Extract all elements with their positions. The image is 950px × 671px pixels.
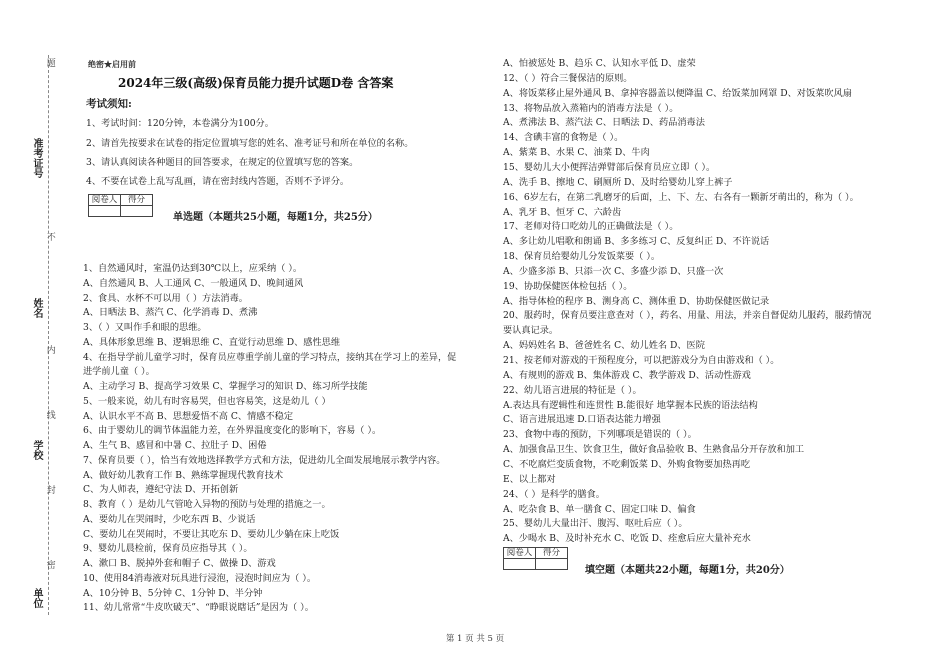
section-heading-fill-in: 填空题（本题共22小题，每题1分，共20分） <box>585 565 790 576</box>
seal-char: 封 <box>44 485 55 495</box>
score-box-score-cell[interactable] <box>121 206 153 217</box>
answer-options: A、多让幼儿唱歌和朗诵 B、多多练习 C、反复纠正 D、不许说话 <box>503 236 770 248</box>
answer-options: A、少喝水 B、及时补充水 C、吃饭 D、痊愈后应大量补充水 <box>503 533 751 545</box>
answer-options: A、自然通风 B、人工通风 C、一般通风 D、晚间通风 <box>83 277 304 289</box>
answer-options: A、有规则的游戏 B、集体游戏 C、教学游戏 D、活动性游戏 <box>503 369 751 381</box>
score-box-grader-cell[interactable] <box>504 559 536 570</box>
seal-line <box>48 55 49 615</box>
answer-options: C、语言进展迅速 D.口语表达能力增强 <box>503 414 661 426</box>
question-text: 7、保育员要（ ），恰当有效地选择教学方式和方法，促进幼儿全面发展地展示教学内容。 <box>83 454 446 466</box>
page-title: 2024年三级(高级)保育员能力提升试题D卷 含答案 <box>118 76 394 90</box>
answer-options: A、洗手 B、擦地 C、刷厕所 D、及时给婴幼儿穿上裤子 <box>503 176 733 188</box>
question-text: 4、在指导学前儿童学习时，保育员应尊重学前儿童的学习特点，接纳其在学习上的差异，促 <box>83 351 457 363</box>
score-box-grader-cell[interactable] <box>89 206 121 217</box>
question-text: 25、婴幼儿大量出汗、腹泻、呕吐后应（ ）。 <box>503 518 688 530</box>
question-text: 5、一般来说，幼儿有时容易哭，但也容易笑，这是幼儿（ ） <box>83 395 331 407</box>
answer-options: A、怕被惩处 B、趋乐 C、认知水平低 D、虚荣 <box>503 58 696 69</box>
score-box-score: 得分 <box>121 195 153 206</box>
score-box-2 <box>503 547 568 570</box>
answer-options: C、要幼儿在哭闹时，不要让其吃东 D、要幼儿少躺在床上吃饭 <box>83 528 340 540</box>
question-text: 15、婴幼儿大小便挥洁弹臂部后保育员应立即（ ）。 <box>503 161 716 173</box>
score-box-grader: 阅卷人 <box>504 548 536 559</box>
answer-options: A、要幼儿在哭闹时，少吃东西 B、少说话 <box>83 513 256 525</box>
seal-char: 不 <box>44 232 55 242</box>
answer-options: A、漱口 B、脱掉外套和帽子 C、做操 D、游戏 <box>83 558 276 569</box>
answer-options: A.表达具有逻辑性和连贯性 B.能很好 地掌握本民族的语法结构 <box>503 399 758 411</box>
label-school: 学校 <box>31 440 42 460</box>
question-text: 22、幼儿语言进展的特征是（ ）。 <box>503 384 642 396</box>
answer-options: E、以上都对 <box>503 473 556 485</box>
question-text: 13、将物品放入蒸箱内的消毒方法是（ ）。 <box>503 102 679 114</box>
question-text: 20、服药时，保育员要注意查对（ ），药名、用量、用法，并亲自督促幼儿服药，服药情况 <box>503 310 872 322</box>
answer-options: A、加强食品卫生、饮食卫生，做好食品验收 B、生熟食品分开存放和加工 <box>503 444 805 456</box>
question-text: 17、老师对待口吃幼儿的正确做法是（ ）。 <box>503 221 679 233</box>
question-text: 19、协助保健医体检包括（ ）。 <box>503 280 633 292</box>
question-text: 23、食物中毒的预防，下列哪项是错误的（ ）。 <box>503 429 697 441</box>
answer-options: A、指导体检的程序 B、测身高 C、测体重 D、协助保健医做记录 <box>503 295 770 307</box>
score-box <box>88 194 153 217</box>
question-text: 18、保育员给婴幼儿分发饭菜要（ ）。 <box>503 251 661 263</box>
question-text: 8、教育（ ）是幼儿气管呛入异物的预防与处理的措施之一。 <box>83 499 331 510</box>
question-text: 进学前儿童（ ）。 <box>83 366 155 378</box>
seal-char: 密 <box>44 560 55 570</box>
answer-options: A、少盛多添 B、只添一次 C、多盛少添 D、只盛一次 <box>503 265 724 277</box>
question-text: 16、6岁左右，在第二乳磨牙的后面，上、下、左、右各有一颗新牙萌出的，称为（ ）。 <box>503 191 859 203</box>
page-footer: 第 1 页 共 5 页 <box>445 634 505 644</box>
answer-options: A、紫菜 B、水果 C、油菜 D、牛肉 <box>503 147 650 159</box>
answer-options: A、日晒法 B、蒸汽 C、化学消毒 D、煮沸 <box>83 307 258 319</box>
question-text: 要认真记录。 <box>503 325 559 337</box>
question-text: 2、食具、水杯不可以用（ ）方法消毒。 <box>83 292 248 304</box>
seal-char: 线 <box>44 410 55 420</box>
answer-options: A、认识水平不高 B、思想爱悟不高 C、情感不稳定 <box>83 410 294 422</box>
notice-item: 3、请认真阅读各种题目的回答要求，在规定的位置填写您的答案。 <box>86 157 359 168</box>
seal-char: 内 <box>44 345 55 355</box>
label-name: 姓名 <box>31 298 42 318</box>
question-text: 1、自然通风时，室温仍达到30℃以上，应采纳（ ）。 <box>83 263 303 274</box>
answer-options: A、吃杂食 B、单一膳食 C、固定口味 D、偏食 <box>503 503 696 515</box>
question-text: 9、婴幼儿晨检前，保育员应指导其（ ）。 <box>83 543 253 555</box>
answer-options: C、为人师表，遵纪守法 D、开拓创新 <box>83 484 239 496</box>
seal-char: 题 <box>44 58 55 68</box>
question-text: 24、（ ）是科学的膳食。 <box>503 488 605 500</box>
notice-item: 4、不要在试卷上乱写乱画，请在密封线内答题，否则不予评分。 <box>86 176 350 187</box>
question-text: 6、由于婴幼儿的调节体温能力差，在外界温度变化的影响下，容易（ ）。 <box>83 425 382 437</box>
answer-options: A、煮沸法 B、蒸汽法 C、日晒法 D、药品消毒法 <box>503 117 705 129</box>
secret-mark: 绝密★启用前 <box>88 59 136 69</box>
score-box-score-cell[interactable] <box>536 559 568 570</box>
section-heading-single-choice: 单选题（本题共25小题，每题1分，共25分） <box>173 212 378 223</box>
binding-margin <box>0 0 60 671</box>
answer-options: C、不吃腐烂变质食物，不吃剩饭菜 D、外购食物要加热再吃 <box>503 458 751 470</box>
answer-options: A、主动学习 B、提高学习效果 C、掌握学习的知识 D、练习所学技能 <box>83 381 368 392</box>
notice-item: 1、考试时间：120分钟，本卷满分为100分。 <box>86 118 274 129</box>
question-text: 14、含碘丰富的食物是（ ）。 <box>503 132 624 144</box>
score-box-score: 得分 <box>536 548 568 559</box>
question-text: 11、幼儿常常“牛皮吹破天”、“睁眼说瞎话”是因为（ ）。 <box>83 602 314 614</box>
score-box-grader: 阅卷人 <box>89 195 121 206</box>
answer-options: A、将饭菜移止屋外通风 B、拿掉容器盖以便降温 C、给饭菜加网罩 D、对饭菜吹风扇 <box>503 87 852 99</box>
label-exam-number: 准考证号 <box>31 138 42 178</box>
answer-options: A、10分钟 B、5分钟 C、1分钟 D、半分钟 <box>83 587 263 599</box>
question-text: 3、（ ）又叫作手和眼的思维。 <box>83 322 207 333</box>
question-text: 21、按老师对游戏的干预程度分，可以把游戏分为自由游戏和（ ）。 <box>503 355 780 366</box>
question-text: 12、（ ）符合三餐保洁的原则。 <box>503 72 633 84</box>
label-unit: 单位 <box>31 588 42 608</box>
notice-heading: 考试须知: <box>86 98 132 110</box>
question-text: 10、使用84消毒液对玩具进行浸泡，浸泡时间应为（ ）。 <box>83 572 317 584</box>
answer-options: A、具体形象思维 B、逻辑思维 C、直觉行动思维 D、感性思维 <box>83 336 341 348</box>
answer-options: A、乳牙 B、恒牙 C、六龄齿 <box>503 206 622 218</box>
notice-item: 2、请首先按要求在试卷的指定位置填写您的姓名、准考证号和所在单位的名称。 <box>86 138 414 149</box>
answer-options: A、妈妈姓名 B、爸爸姓名 C、幼儿姓名 D、医院 <box>503 340 705 352</box>
answer-options: A、做好幼儿教育工作 B、熟练掌握现代教育技术 <box>83 469 284 481</box>
answer-options: A、生气 B、感冒和中暑 C、拉肚子 D、困倦 <box>83 440 267 451</box>
